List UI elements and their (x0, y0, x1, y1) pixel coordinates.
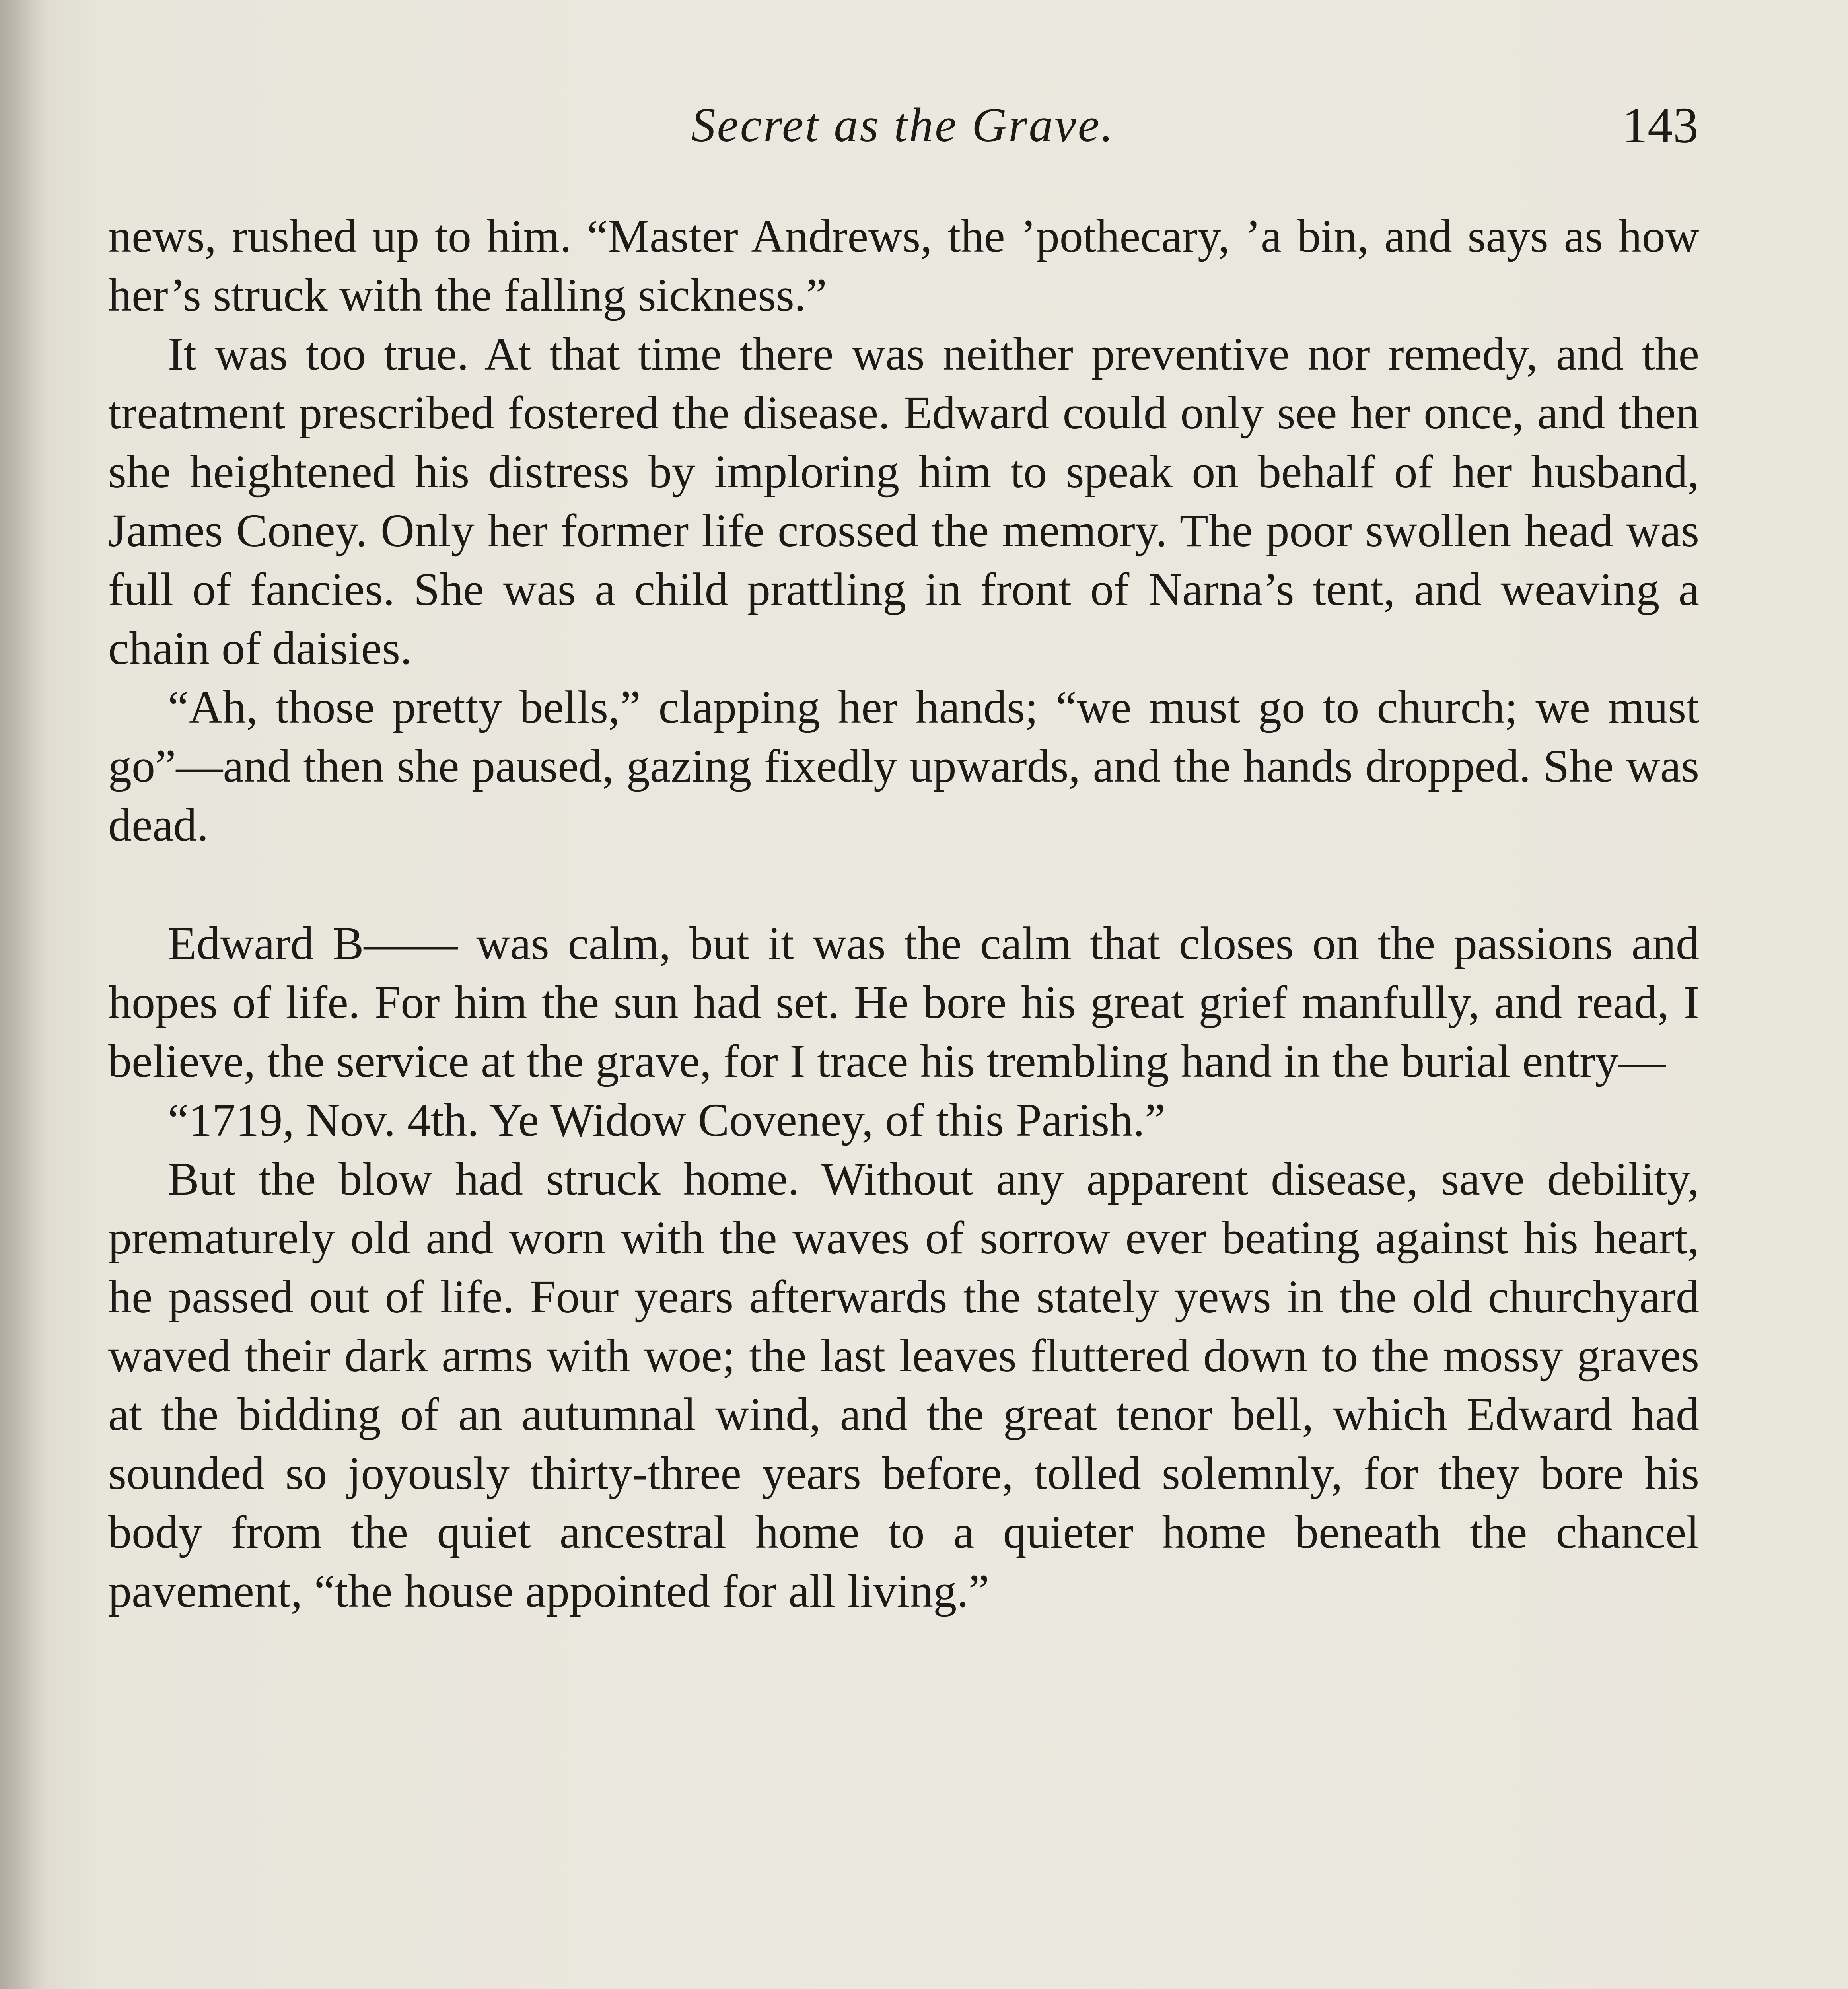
paragraph-6: But the blow had struck home. Without any apparent disease, save debility, prematurely old and worn with the waves of sorrow ever beating against his heart, he passed out of life. Four years afterwards the stately yews in the old churchyard waved their dark arms with woe; the last leaves fluttered down to the mossy graves at the bidding of an autumnal wind, and the great tenor bell, which Edward had sounded so joyously thirty-three years before, tolled solemnly, for they bore his body from the quiet ancestral home to a quieter home beneath the chancel pavement, “the house appointed for all living.” (108, 1153, 1699, 1617)
paragraph-1: news, rushed up to him. “Master Andrews, the ’pothecary, ’a bin, and says as how her’s struck with the falling sickness.” (108, 210, 1699, 321)
paragraph-3: “Ah, those pretty bells,” clapping her hands; “we must go to church; we must go”—and then she paused, gazing fixedly upwards, and the hands dropped. She was dead. (108, 681, 1699, 851)
running-head (107, 93, 1698, 157)
gutter-shadow (0, 0, 48, 1989)
paragraph-2: It was too true. At that time there was neither preventive nor remedy, and the treatment prescribed fostered the disease. Edward could only see her once, and then she heightened his distress by imploring him to speak on behalf of her husband, James Coney. Only her former life crossed the memory. The poor swollen head was full of fancies. She was a child prattling in front of Narna’s tent, and weaving a chain of daisies. (108, 328, 1699, 674)
paragraph-4: Edward B—— was calm, but it was the calm that closes on the passions and hopes of life. For him the sun had set. He bore his great grief manfully, and read, I believe, the service at the grave, for I trace his trembling hand in the burial entry— (108, 917, 1699, 1087)
page-number: 143 (1622, 97, 1698, 154)
running-title: Secret as the Grave. (691, 98, 1115, 152)
body-text (108, 207, 1699, 1621)
burial-entry: “1719, Nov. 4th. Ye Widow Coveney, of this Parish.” (168, 1094, 1166, 1146)
